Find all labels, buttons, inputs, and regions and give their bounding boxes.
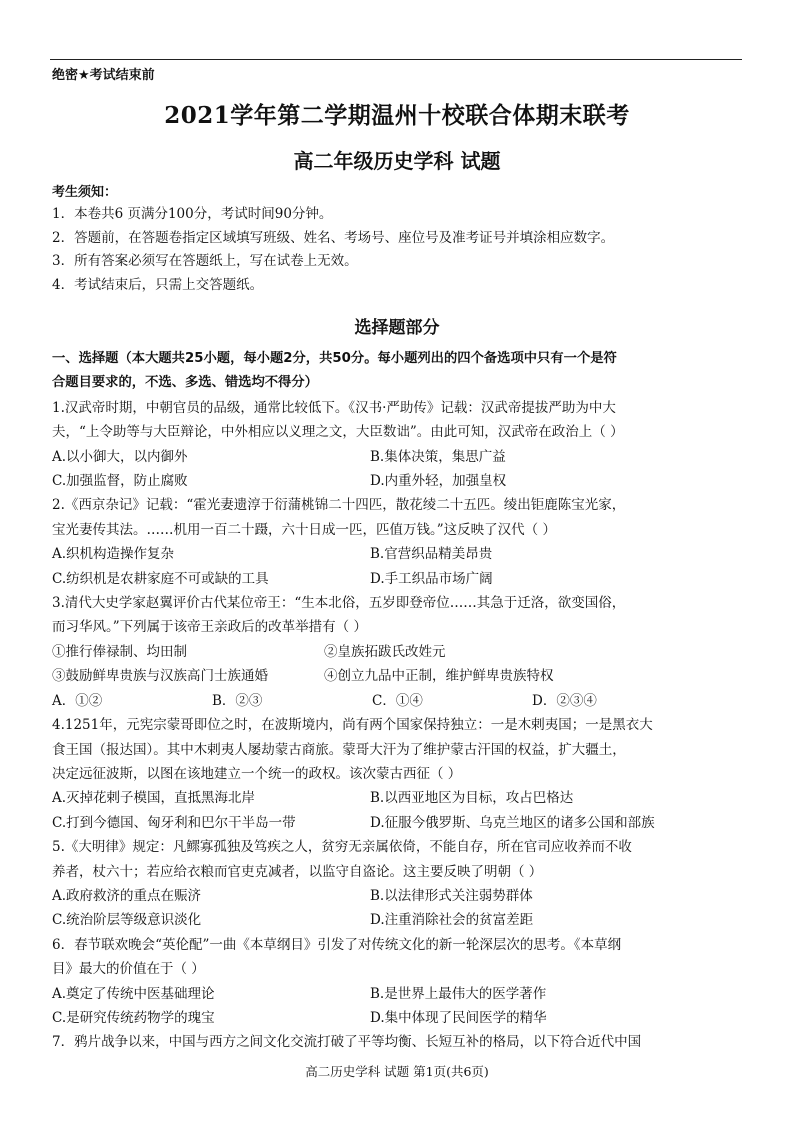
question-stem: 决定远征波斯，以图在该地建立一个统一的政权。该次蒙古西征（ ） xyxy=(52,765,462,782)
option-c: C．①④ xyxy=(372,692,423,709)
option-b: B.以法律形式关注弱势群体 xyxy=(370,887,533,904)
candidate-notice xyxy=(52,181,744,297)
option-row xyxy=(52,445,744,469)
option-b: B.集体决策，集思广益 xyxy=(370,448,506,465)
question-1 xyxy=(52,396,744,494)
option-a: A.以小御大，以内御外 xyxy=(52,448,188,465)
option-c: C.是研究传统药物学的瑰宝 xyxy=(52,1009,215,1026)
notice-item: 2．答题前，在答题卷指定区域填写班级、姓名、考场号、座位号及准考证号并填涂相应数字。 xyxy=(52,229,615,246)
statement-2: ②皇族拓跋氏改姓元 xyxy=(324,643,446,660)
exam-subtitle: 高二年级历史学科 试题 xyxy=(293,149,501,173)
option-b: B.官营织品精美昂贵 xyxy=(370,546,493,563)
header-rule xyxy=(50,59,742,60)
option-c: C.纺织机是农耕家庭不可或缺的工具 xyxy=(52,570,269,587)
question-stem: 而习华风。”下列属于该帝王亲政后的改革举措有（ ） xyxy=(52,619,367,636)
option-c: C.加强监督，防止腐败 xyxy=(52,473,188,490)
option-c: C.打到今德国、匈牙利和巴尔干半岛一带 xyxy=(52,814,296,831)
question-stem: 5.《大明律》规定：凡鳏寡孤独及笃疾之人，贫穷无亲属依倚，不能自存，所在官司应收养而不收 xyxy=(52,839,632,856)
question-stem: 4.1251年，元宪宗蒙哥即位之时，在波斯境内，尚有两个国家保持独立：一是木剌夷国；一是黑衣大 xyxy=(52,717,653,734)
option-row xyxy=(52,982,744,1006)
notice-item: 3．所有答案必须写在答题纸上，写在试卷上无效。 xyxy=(52,253,358,269)
part-heading: 合题目要求的，不选、多选、错选均不得分） xyxy=(52,375,318,391)
question-stem: 养者，杖六十；若应给衣粮而官吏克减者，以监守自盗论。这主要反映了明朝（ ） xyxy=(52,863,543,880)
option-b: B.是世界上最伟大的医学著作 xyxy=(370,985,547,1002)
part-heading: 一、选择题（本大题共25小题，每小题2分，共50分。每小题列出的四个备选项中只有一个是符 xyxy=(52,351,617,366)
option-d: D.征服今俄罗斯、乌克兰地区的诸多公国和部族 xyxy=(370,814,655,831)
page-footer: 高二历史学科 试题 第1页(共6页) xyxy=(305,1064,489,1079)
option-row xyxy=(52,567,744,591)
option-row xyxy=(52,786,744,810)
question-2 xyxy=(52,493,744,591)
option-b: B.以西亚地区为目标，攻占巴格达 xyxy=(370,790,574,807)
question-stem: 1.汉武帝时期，中朝官员的品级，通常比较低下。《汉书·严助传》记载：汉武帝提拔严助为中大 xyxy=(52,399,616,416)
question-stem: 2.《西京杂记》记载：“霍光妻遗淳于衍蒲桃锦二十四匹，散花绫二十五匹。绫出钜鹿陈宝光家， xyxy=(52,497,626,514)
option-b: B．②③ xyxy=(212,692,263,709)
question-7 xyxy=(52,1030,744,1054)
option-d: D.集中体现了民间医学的精华 xyxy=(370,1009,547,1026)
statement-4: ④创立九品中正制，维护鲜卑贵族特权 xyxy=(324,668,554,685)
question-stem: 夫，“上令助等与大臣辩论，中外相应以义理之文，大臣数诎”。由此可知，汉武帝在政治上（ ） xyxy=(52,424,624,441)
statement-3: ③鼓励鲜卑贵族与汉族高门士族通婚 xyxy=(52,668,268,685)
question-6 xyxy=(52,933,744,1031)
question-stem: 6．春节联欢晚会“英伦配”一曲《本草纲目》引发了对传统文化的新一轮深层次的思考。《本草纲 xyxy=(52,936,622,953)
option-row xyxy=(52,1006,744,1030)
option-d: D.内重外轻，加强皇权 xyxy=(370,473,507,490)
option-row xyxy=(52,689,744,713)
question-stem: 3.清代大史学家赵翼评价古代某位帝王：“生本北俗，五岁即登帝位……其急于迁洛，欲变国俗， xyxy=(52,595,626,612)
question-stem: 食王国（报达国）。其中木剌夷人屡劫蒙古商旅。蒙哥大汗为了维护蒙古汗国的权益，扩大疆土， xyxy=(52,741,626,758)
question-stem: 目》最大的价值在于（ ） xyxy=(52,961,205,978)
notice-item: 4．考试结束后，只需上交答题纸。 xyxy=(52,276,264,293)
statement-row xyxy=(52,664,744,688)
option-a: A.奠定了传统中医基础理论 xyxy=(52,985,215,1002)
option-row xyxy=(52,542,744,566)
option-row xyxy=(52,811,744,835)
option-d: D.注重消除社会的贫富差距 xyxy=(370,912,534,929)
option-a: A．①② xyxy=(52,692,103,709)
option-a: A.灭掉花剌子模国，直抵黑海北岸 xyxy=(52,790,256,807)
option-d: D.手工织品市场广阔 xyxy=(370,570,493,587)
option-c: C.统治阶层等级意识淡化 xyxy=(52,912,202,929)
question-content xyxy=(52,347,744,1055)
notice-heading: 考生须知： xyxy=(52,185,118,200)
question-5 xyxy=(52,835,744,933)
option-a: A.织机构造操作复杂 xyxy=(52,546,175,563)
option-row xyxy=(52,884,744,908)
exam-title: 2021学年第二学期温州十校联合体期末联考 xyxy=(164,102,630,129)
question-stem: 宝光妻传其法。……机用一百二十蹑，六十日成一匹，匹值万钱。”这反映了汉代（ ） xyxy=(52,521,556,538)
section-title: 选择题部分 xyxy=(354,318,440,338)
option-row xyxy=(52,469,744,493)
question-stem: 7．鸦片战争以来，中国与西方之间文化交流打破了平等均衡、长短互补的格局，以下符合近代中国 xyxy=(52,1034,642,1051)
question-4 xyxy=(52,713,744,835)
question-3 xyxy=(52,591,744,713)
statement-row xyxy=(52,640,744,664)
secret-mark: 绝密★考试结束前 xyxy=(52,68,155,83)
notice-item: 1．本卷共6 页满分100分，考试时间90分钟。 xyxy=(52,206,333,222)
option-a: A.政府救济的重点在赈济 xyxy=(52,887,202,904)
statement-1: ①推行俸禄制、均田制 xyxy=(52,643,187,660)
option-d: D．②③④ xyxy=(532,692,597,709)
option-row xyxy=(52,908,744,932)
